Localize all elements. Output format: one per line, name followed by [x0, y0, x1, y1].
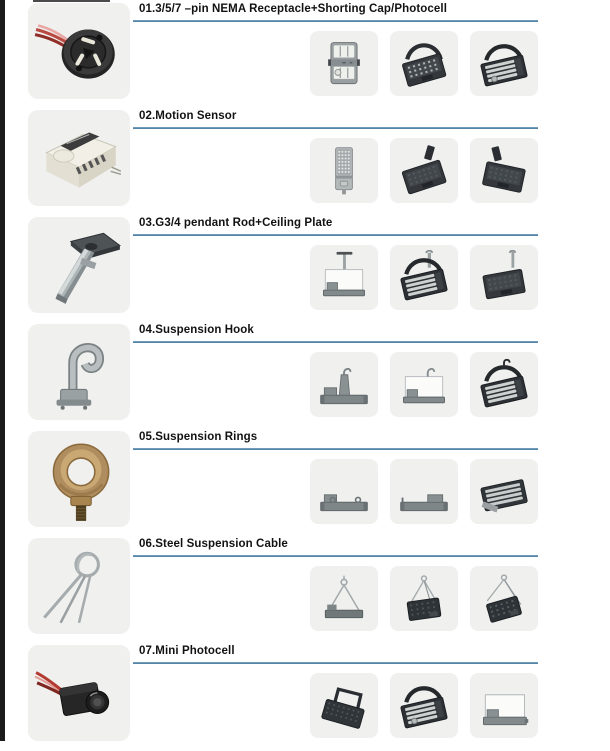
section-title: 05.Suspension Rings [139, 431, 258, 443]
pendant-rod-icon [32, 221, 126, 309]
motion-sensor-icon [32, 114, 126, 202]
heading-underline [133, 448, 538, 450]
product-image [390, 138, 458, 203]
section-title: 01.3/5/7 –pin NEMA Receptacle+Shorting Cap/Photocell [139, 3, 448, 15]
product-image-strip [133, 31, 538, 96]
product-image [390, 31, 458, 96]
heading-underline [133, 341, 538, 343]
accessory-section [0, 428, 610, 535]
accessory-section [0, 321, 610, 428]
product-image-strip [133, 566, 538, 631]
accessory-photo [28, 324, 130, 420]
product-image [310, 673, 378, 738]
section-title: 03.G3/4 pendant Rod+Ceiling Plate [139, 217, 333, 229]
section-title: 06.Steel Suspension Cable [139, 538, 288, 550]
product-image-strip [133, 673, 538, 738]
product-image-strip [133, 459, 538, 524]
accessory-section [0, 0, 610, 107]
accessory-photo [28, 3, 130, 99]
steel-cable-icon [32, 542, 126, 630]
accessory-section [0, 642, 610, 749]
highbay-striped-photocell-icon [394, 678, 454, 734]
highbay-striped-pendant-rod-icon [394, 250, 454, 306]
suspension-hook-icon [32, 328, 126, 416]
accessory-section [0, 107, 610, 214]
floodlight-arch-bracket-icon [394, 36, 454, 92]
streetlight-front-view-icon [314, 143, 374, 199]
accessory-photo [28, 217, 130, 313]
accessory-section [0, 214, 610, 321]
section-title: 04.Suspension Hook [139, 324, 254, 336]
streetlight-top-view-icon [314, 36, 374, 92]
linear-frame-hook-icon [394, 357, 454, 413]
linear-frame-plain-icon [474, 678, 534, 734]
product-image [310, 459, 378, 524]
product-image [310, 352, 378, 417]
nema-receptacle-icon [32, 7, 126, 95]
floodlight-grid-pendant-rod-icon [474, 250, 534, 306]
mini-photocell-icon [32, 649, 126, 737]
flat-panel-iso-icon [474, 464, 534, 520]
product-image [310, 245, 378, 310]
product-image [470, 673, 538, 738]
product-image [310, 566, 378, 631]
linear-side-rings-icon [314, 464, 374, 520]
accessory-photo [28, 431, 130, 527]
floodlight-grid-tilt-right-icon [474, 143, 534, 199]
product-image [310, 138, 378, 203]
product-image [390, 245, 458, 310]
heading-underline [133, 20, 538, 22]
accessory-photo [28, 645, 130, 741]
product-image [390, 352, 458, 417]
product-image [390, 459, 458, 524]
highbay-striped-arch-hook-icon [474, 357, 534, 413]
linear-frame-pendant-rod-icon [314, 250, 374, 306]
linear-side-cables-icon [314, 571, 374, 627]
highbay-striped-arch-bracket-icon [474, 36, 534, 92]
accessory-photo [28, 538, 130, 634]
suspension-ring-icon [32, 435, 126, 523]
product-image [390, 566, 458, 631]
product-image [470, 31, 538, 96]
product-image [470, 352, 538, 417]
square-panel-cables-icon [394, 571, 454, 627]
product-image-strip [133, 138, 538, 203]
floodlight-down-bracket-icon [314, 678, 374, 734]
product-image [310, 31, 378, 96]
heading-underline [133, 234, 538, 236]
product-image [470, 245, 538, 310]
heading-underline [133, 555, 538, 557]
product-image [470, 459, 538, 524]
accessory-photo [28, 110, 130, 206]
product-image [470, 138, 538, 203]
heading-underline [133, 662, 538, 664]
square-panel-cables-tilt-icon [474, 571, 534, 627]
accessory-section [0, 535, 610, 642]
product-image-strip [133, 352, 538, 417]
product-image [470, 566, 538, 631]
section-title: 02.Motion Sensor [139, 110, 237, 122]
product-image-strip [133, 245, 538, 310]
heading-underline [133, 127, 538, 129]
linear-side-hook-icon [314, 357, 374, 413]
linear-side-plain-icon [394, 464, 454, 520]
section-title: 07.Mini Photocell [139, 645, 235, 657]
floodlight-grid-tilt-left-icon [394, 143, 454, 199]
product-image [390, 673, 458, 738]
